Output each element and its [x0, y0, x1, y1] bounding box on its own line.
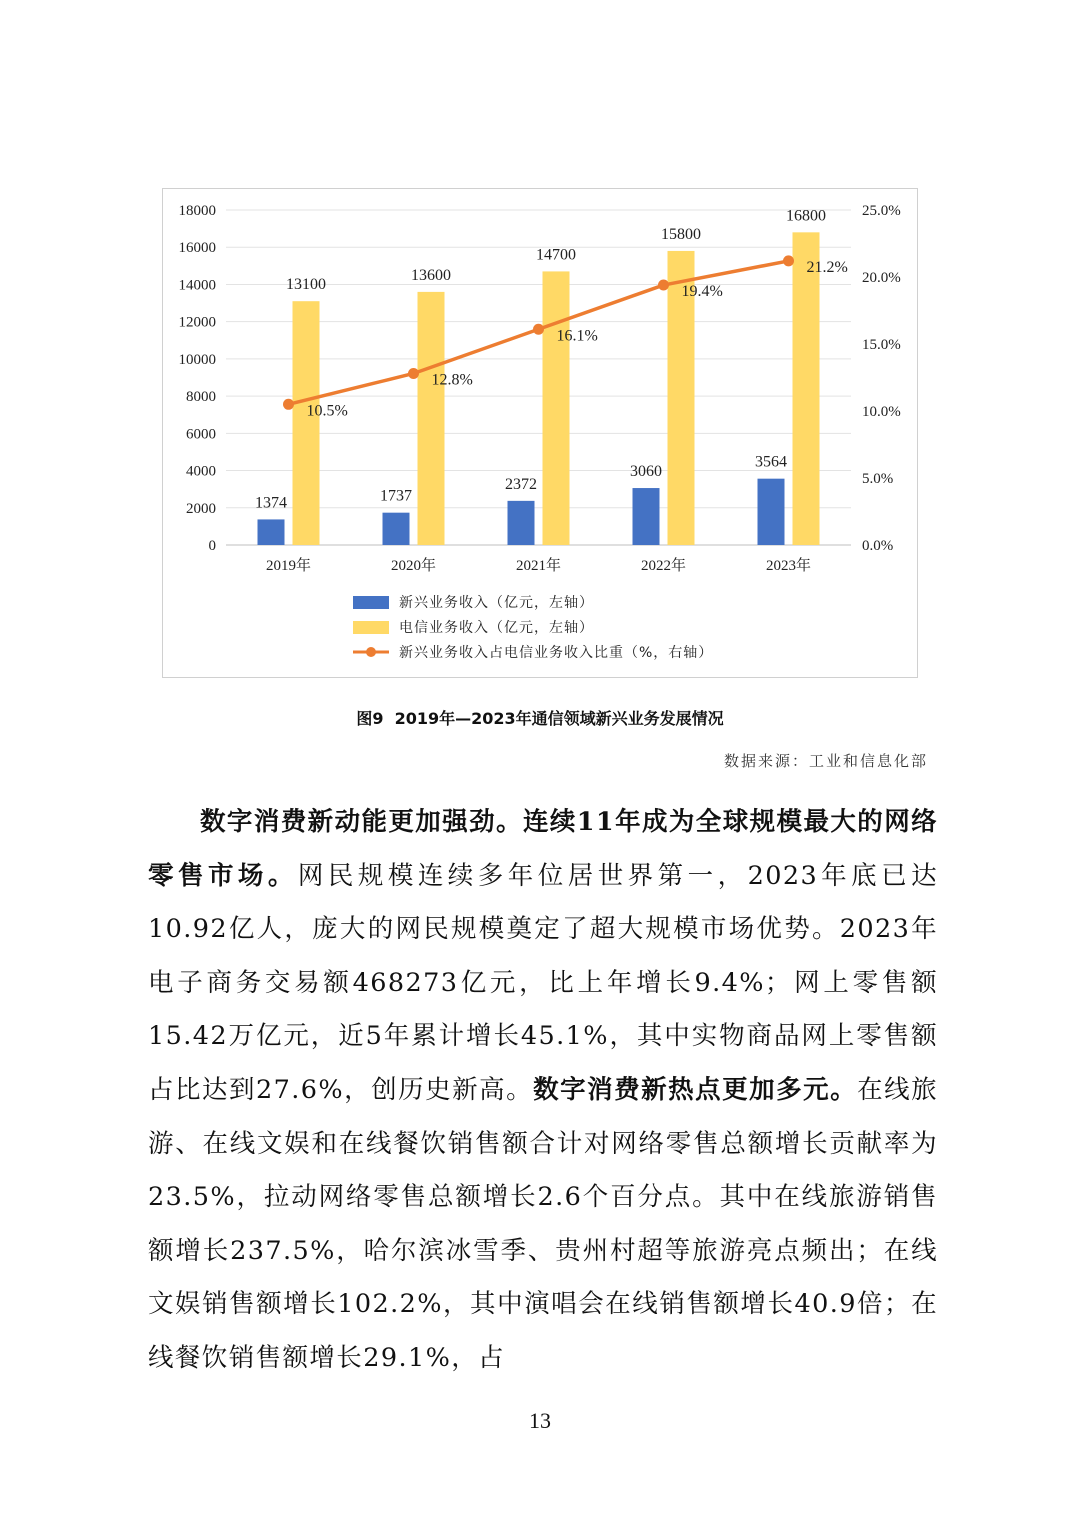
body-text-1: 网民规模连续多年位居世界第一，2023年底已达10.92亿人，庞大的网民规模奠定了超大规模市场优势。2023年电子商务交易额468273亿元，比上年增长9.4%；网上零售额15.42万亿元，近5年累计增长45.1%，其中实物商品网上零售额占比达到27.6%，创历史新高。 [148, 860, 938, 1105]
bar [383, 513, 410, 545]
left-tick-label: 0 [208, 538, 216, 554]
left-tick-label: 4000 [186, 463, 216, 480]
page-number: 13 [529, 1408, 551, 1433]
data-label: 10.5% [306, 402, 348, 420]
bar [258, 519, 285, 545]
data-label: 1374 [255, 494, 287, 512]
figure-number: 图9 [356, 709, 384, 728]
bar [293, 301, 320, 545]
left-tick-label: 6000 [186, 426, 216, 443]
data-label: 13600 [411, 266, 451, 284]
data-label: 13100 [286, 276, 326, 294]
data-label: 19.4% [681, 283, 723, 301]
left-tick-label: 16000 [178, 240, 216, 257]
left-tick-label: 18000 [178, 203, 216, 219]
data-label: 1737 [380, 487, 412, 505]
right-tick-label: 20.0% [862, 270, 901, 286]
data-label: 16800 [786, 207, 826, 225]
chart-svg [163, 189, 919, 679]
legend-label: 新兴业务收入占电信业务收入比重（%，右轴） [399, 645, 714, 661]
left-tick-label: 10000 [178, 351, 216, 368]
right-tick-label: 25.0% [862, 203, 901, 219]
data-label: 14700 [536, 246, 576, 264]
line-point [408, 368, 419, 379]
bar [758, 479, 785, 545]
x-tick-label: 2023年 [765, 558, 812, 574]
left-tick-label: 2000 [186, 500, 216, 517]
body-text-2: 在线旅游、在线文娱和在线餐饮销售额合计对网络零售总额增长贡献率为23.5%，拉动网络零售总额增长2.6个百分点。其中在线旅游销售额增长237.5%，哈尔滨冰雪季、贵州村超等旅游亮点频出；在线文娱销售额增长102.2%，其中演唱会在线销售额增长40.9倍；在线餐饮销售额增长29.1%，占 [148, 1074, 938, 1373]
legend-marker [366, 647, 376, 657]
bold-lead-1: 数字消费新动能更加强劲。连续11年成为全球规模最大的网络零售市场。 [148, 807, 938, 891]
data-label: 16.1% [556, 327, 598, 345]
data-label: 12.8% [431, 371, 473, 389]
line-point [783, 255, 794, 266]
data-label: 2372 [505, 475, 537, 493]
x-tick-label: 2019年 [265, 558, 312, 574]
data-label: 21.2% [806, 258, 848, 276]
chart-frame [162, 188, 918, 678]
line-point [658, 280, 669, 291]
bar [633, 488, 660, 545]
legend-swatch [353, 596, 389, 609]
data-label: 15800 [661, 225, 701, 243]
bold-lead-2: 数字消费新热点更加多元。 [533, 1074, 858, 1105]
left-tick-label: 14000 [178, 277, 216, 294]
left-tick-label: 8000 [186, 389, 216, 406]
right-tick-label: 10.0% [862, 404, 901, 420]
line-point [533, 324, 544, 335]
right-tick-label: 15.0% [862, 337, 901, 353]
figure-caption [0, 706, 1080, 729]
line-point [283, 399, 294, 410]
left-tick-label: 12000 [178, 314, 216, 331]
x-tick-label: 2020年 [390, 558, 437, 574]
bar [793, 232, 820, 545]
figure-title: 2019年—2023年通信领域新兴业务发展情况 [394, 709, 724, 728]
legend-swatch [353, 621, 389, 634]
bar [543, 271, 570, 545]
right-tick-label: 5.0% [862, 471, 894, 487]
body-paragraph [148, 796, 938, 1386]
x-tick-label: 2021年 [515, 558, 562, 574]
legend-label: 电信业务收入（亿元，左轴） [399, 620, 594, 636]
data-source: 数据来源：工业和信息化部 [723, 752, 928, 770]
bar [508, 501, 535, 545]
x-tick-label: 2022年 [640, 558, 687, 574]
legend-label: 新兴业务收入（亿元，左轴） [399, 595, 594, 611]
data-label: 3564 [755, 453, 787, 471]
right-tick-label: 0.0% [862, 538, 894, 554]
bar [418, 292, 445, 545]
data-label: 3060 [630, 463, 662, 481]
